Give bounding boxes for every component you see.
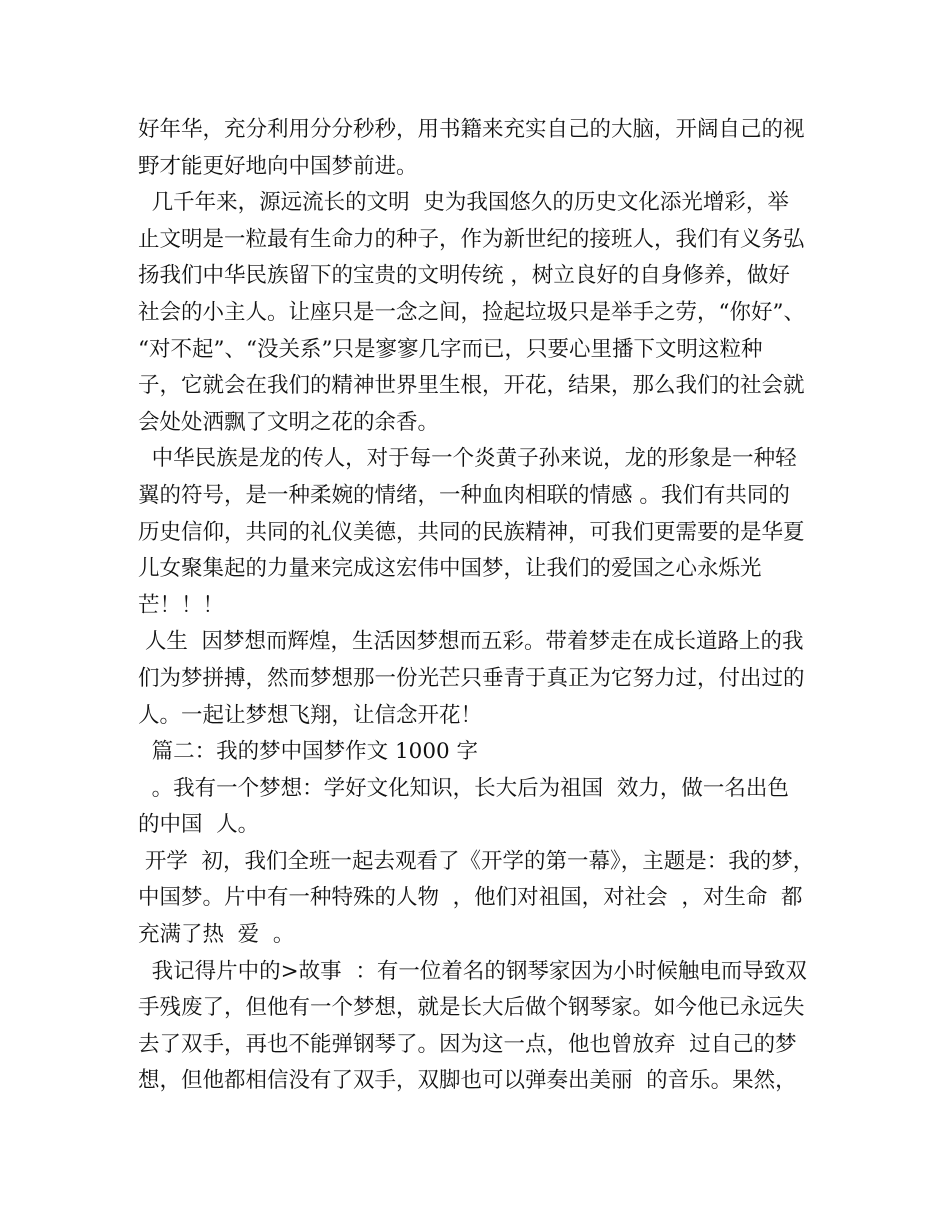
text-line: 去了双手，再也不能弹钢琴了。因为这一点，他也曾放弃 过自己的梦 bbox=[138, 1031, 797, 1057]
text-line: 中华民族是龙的传人，对于每一个炎黄子孙来说，龙的形象是一种轻 bbox=[138, 446, 797, 472]
text-line: 开学 初，我们全班一起去观看了《开学的第一幕》，主题是：我的梦， bbox=[138, 848, 815, 874]
text-line: 社会的小主人。让座只是一念之间，捡起垃圾只是举手之劳，“你好”、 bbox=[138, 299, 805, 325]
text-line: 历史信仰，共同的礼仪美德，共同的民族精神，可我们更需要的是华夏 bbox=[138, 519, 805, 545]
text-line: 会处处洒飘了文明之花的余香。 bbox=[138, 409, 440, 435]
document-body bbox=[138, 112, 838, 1100]
text-line: 翼的符号，是一种柔婉的情绪，一种血肉相联的情感 。我们有共同的 bbox=[138, 482, 790, 508]
text-line: 我记得片中的>故事 ：有一位着名的钢琴家因为小时候触电而导致双 bbox=[138, 958, 807, 984]
text-line: 扬我们中华民族留下的宝贵的文明传统 ，树立良好的自身修养，做好 bbox=[138, 263, 790, 289]
text-line: 充满了热 爱 。 bbox=[138, 922, 295, 948]
text-line: 中国梦。片中有一种特殊的人物 ，他们对祖国，对社会 ，对生命 都 bbox=[138, 885, 803, 911]
text-line: “对不起”、“没关系”只是寥寥几字而已，只要心里播下文明这粒种 bbox=[138, 336, 763, 362]
text-line: 止文明是一粒最有生命力的种子，作为新世纪的接班人，我们有义务弘 bbox=[138, 226, 805, 252]
text-line: 们为梦拼搏，然而梦想那一份光芒只垂青于真正为它努力过，付出过的 bbox=[138, 665, 805, 691]
text-line: 篇二：我的梦中国梦作文 1000 字 bbox=[138, 739, 479, 765]
text-line: 手残废了，但他有一个梦想，就是长大后做个钢琴家。如今他已永远失 bbox=[138, 995, 805, 1021]
text-line: 。我有一个梦想：学好文化知识，长大后为祖国 效力，做一名出色 bbox=[138, 775, 789, 801]
text-line: 的中国 人。 bbox=[138, 812, 260, 838]
text-line: 野才能更好地向中国梦前进。 bbox=[138, 153, 418, 179]
text-line: 好年华，充分利用分分秒秒，用书籍来充实自己的大脑，开阔自己的视 bbox=[138, 117, 805, 142]
text-line: 人。一起让梦想飞翔，让信念开花！ bbox=[138, 702, 483, 728]
text-line: 儿女聚集起的力量来完成这宏伟中国梦，让我们的爱国之心永烁光 bbox=[138, 556, 762, 582]
text-line: 几千年来，源远流长的文明 史为我国悠久的历史文化添光增彩，举 bbox=[138, 190, 789, 216]
text-line: 想，但他都相信没有了双手，双脚也可以弹奏出美丽 的音乐。果然， bbox=[138, 1068, 797, 1094]
text-line: 人生 因梦想而辉煌，生活因梦想而五彩。带着梦走在成长道路上的我 bbox=[138, 629, 804, 655]
text-line: 子，它就会在我们的精神世界里生根，开花，结果，那么我们的社会就 bbox=[138, 373, 805, 399]
text-line: 芒！！！ bbox=[138, 592, 225, 618]
